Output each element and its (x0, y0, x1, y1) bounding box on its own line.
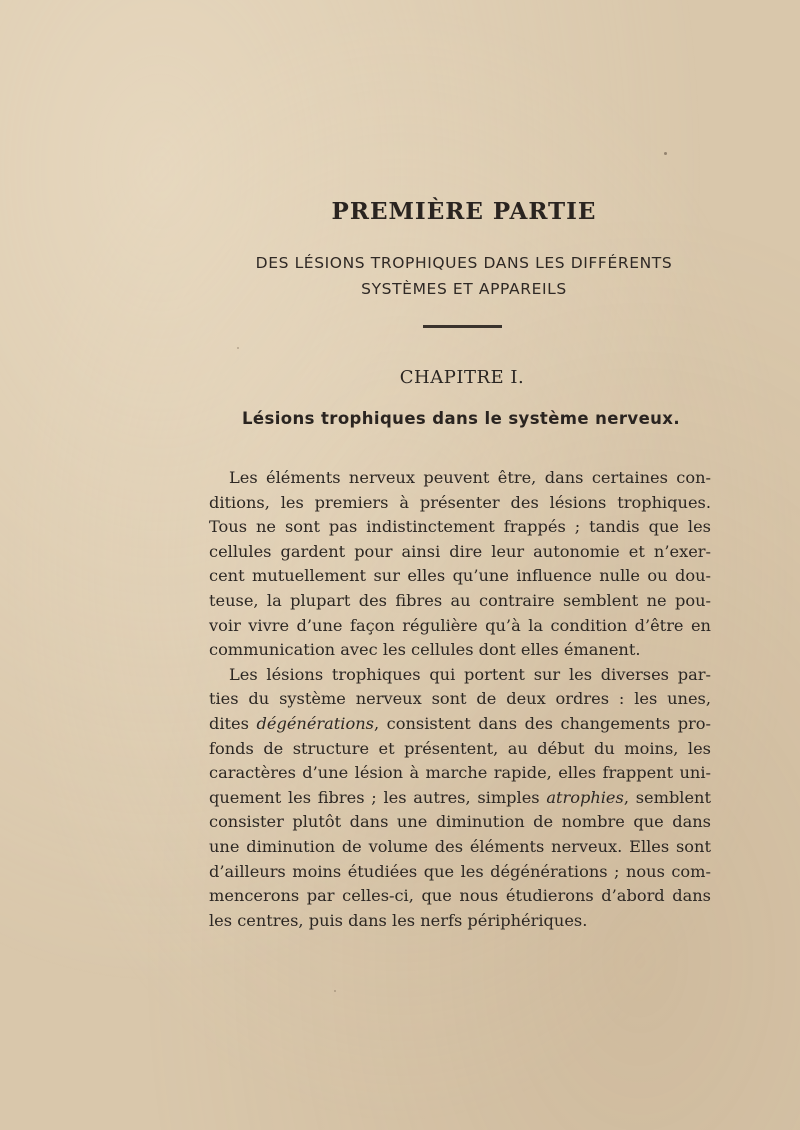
part-subtitle-line-2: SYSTÈMES ET APPAREILS (361, 280, 567, 298)
text-line: consister plutôt dans une diminution de nombre que dans (209, 812, 711, 832)
paragraph-2 (209, 663, 711, 934)
text-line: les centres, puis dans les nerfs périphériques. (209, 910, 588, 930)
text-line (209, 786, 711, 811)
text-line (209, 712, 711, 737)
text-line: ditions, les premiers à présenter des lésions trophiques. (209, 492, 711, 512)
text-line: d’ailleurs moins étudiées que les dégénérations ; nous com- (209, 861, 711, 881)
text-line: une diminution de volume des éléments nerveux. Elles sont (209, 836, 711, 856)
paragraph-1 (209, 466, 711, 663)
text-run: dites (209, 713, 257, 733)
text-run: , semblent (623, 787, 711, 807)
section-divider (423, 325, 502, 328)
text-line: fonds de structure et présentent, au début du moins, les (209, 738, 711, 758)
text-line: Tous ne sont pas indistinctement frappés ; tandis que les (209, 517, 711, 537)
part-subtitle (0, 250, 800, 302)
text-line: mencerons par celles-ci, que nous étudierons d’abord dans (209, 886, 711, 906)
chapter-title: CHAPITRE I. (399, 367, 525, 388)
text-line: Les éléments nerveux peuvent être, dans certaines con- (229, 468, 711, 487)
paper-speck (334, 990, 336, 992)
text-line: caractères d’une lésion à marche rapide, elles frappent uni- (209, 763, 711, 783)
text-run: quement les fibres ; les autres, simples (209, 787, 547, 807)
text-line: Les lésions trophiques qui portent sur les diverses par- (229, 664, 711, 684)
text-run: , consistent dans des changements pro- (373, 713, 712, 733)
text-line: communication avec les cellules dont elles émanent. (209, 640, 641, 660)
text-line: ties du système nerveux sont de deux ordres : les unes, (209, 689, 711, 709)
italic-term: dégénérations (256, 713, 374, 733)
body-text (209, 466, 711, 933)
text-line: voir vivre d’une façon régulière qu’à la condition d’être en (209, 615, 711, 635)
paper-speck (664, 152, 667, 155)
paper-speck (237, 347, 239, 349)
text-line: teuse, la plupart des fibres au contraire semblent ne pou- (209, 590, 711, 610)
part-title: PREMIÈRE PARTIE (331, 198, 597, 225)
italic-term: atrophies (546, 787, 624, 807)
text-line: cent mutuellement sur elles qu’une influence nulle ou dou- (209, 566, 711, 586)
chapter-heading: Lésions trophiques dans le système nerveux. (241, 409, 681, 428)
part-subtitle-line-1: DES LÉSIONS TROPHIQUES DANS LES DIFFÉRENTS (255, 254, 673, 272)
text-line: cellules gardent pour ainsi dire leur autonomie et n’exer- (209, 541, 711, 561)
